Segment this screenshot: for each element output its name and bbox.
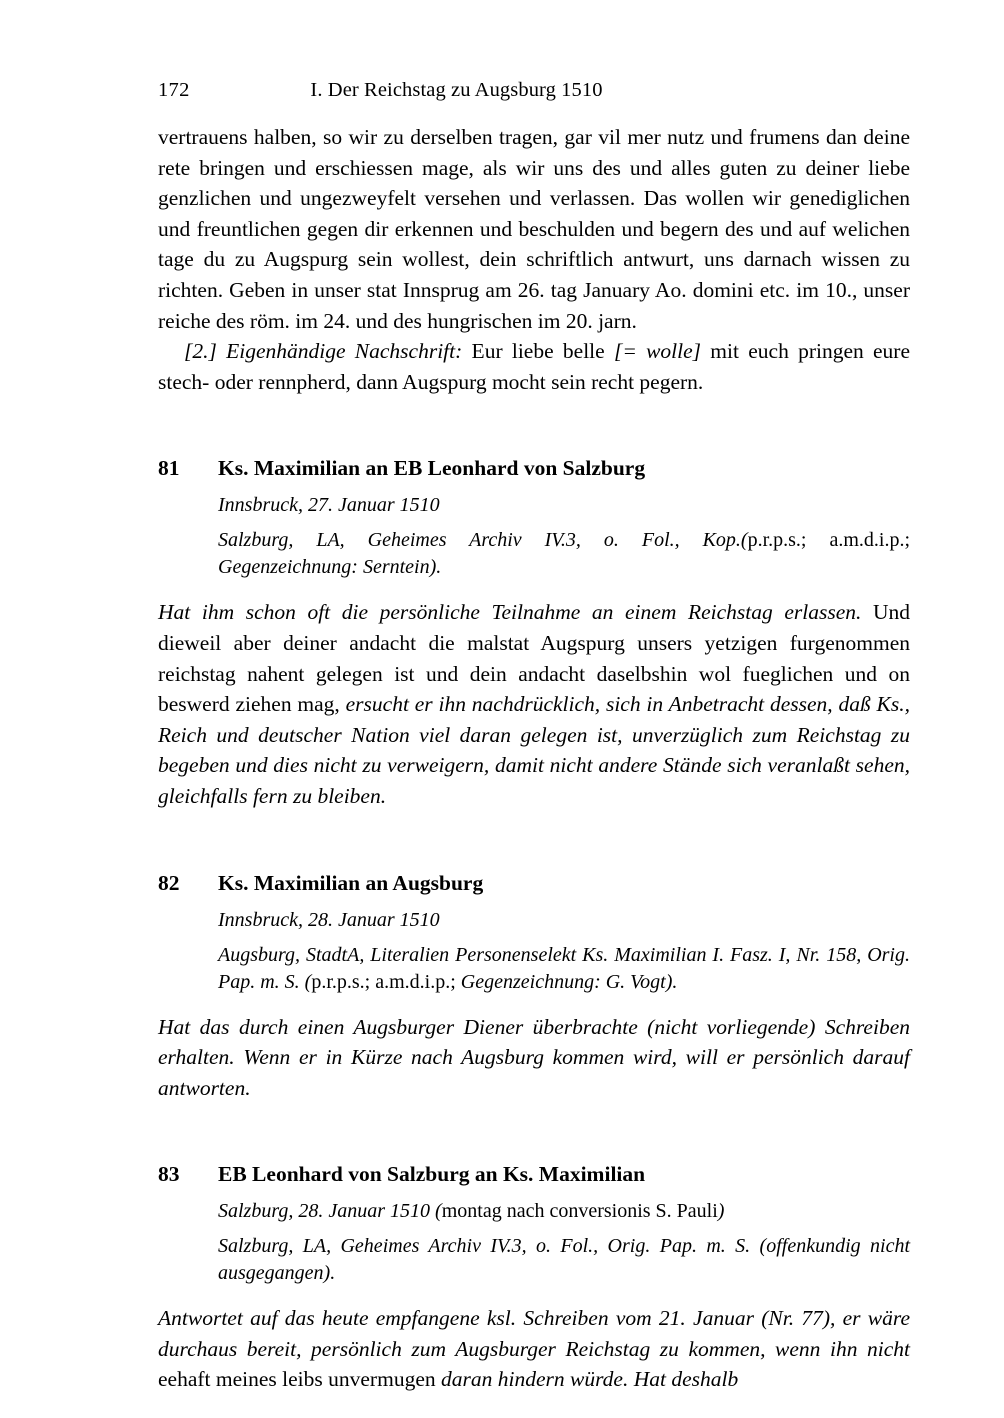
entry-date: Innsbruck, 27. Januar 1510	[218, 494, 440, 517]
postscript-paragraph	[158, 336, 910, 397]
postscript-gloss: [= wolle]	[613, 339, 702, 364]
entry-date: Innsbruck, 28. Januar 1510	[218, 908, 440, 931]
source-part-italic-1: Augsburg, StadtA, Literalien Personenselekt Ks. Maximilian I. Fasz. I, Nr. 158, Orig. Pap. m. S. (	[218, 943, 910, 993]
entry-source	[158, 527, 910, 581]
spacer	[158, 812, 910, 868]
body-part-italic-1: Antwortet auf das heute empfangene ksl. Schreiben vom 21. Januar (Nr. 77), er wäre durchaus bereit, persönlich zum Augsburger Reichstag zu kommen, wenn ihn nicht	[158, 1306, 910, 1361]
date-part-roman-1: montag nach conversionis S. Pauli	[441, 1200, 718, 1223]
entry-title: EB Leonhard von Salzburg an Ks. Maximilian	[218, 1162, 646, 1187]
spacer	[158, 1287, 910, 1303]
entry-heading	[158, 1159, 910, 1189]
spacer	[158, 519, 910, 527]
running-title: I. Der Reichstag zu Augsburg 1510	[310, 79, 603, 101]
body-part-italic-1: Hat das durch einen Augsburger Diener überbrachte (nicht vorliegende) Schreiben erhalten. Wenn er in Kürze nach Augsburg kommen wird, will er persönlich darauf antworten.	[158, 1014, 910, 1100]
regest-entry-81	[158, 453, 910, 811]
continued-paragraph: vertrauens halben, so wir zu derselben tragen, gar vil mer nutz und frumens dan deine rete bringen und erschiessen mage, als wir uns des und alles guten zu deiner liebe genzlichen und ungezweyfelt versehen und verlassen. Das wollen wir genediglichen und freuntlichen gegen dir erkennen und beschulden und begern des und auf welichen tage du zu Augspurg sein wollest, dein schriftlich antwurt, uns darnach wissen zu richten. Geben in unser stat Innsprug am 26. tag January Ao. domini etc. im 10., unser reiche des röm. im 24. und des hungrischen im 20. jarn.	[158, 125, 910, 333]
entry-source	[158, 942, 910, 996]
spacer	[158, 996, 910, 1012]
source-part-roman-1: p.r.p.s.; a.m.d.i.p.;	[747, 529, 910, 552]
entry-number: 82	[158, 870, 180, 895]
postscript-text-before: Eur liebe belle	[462, 339, 614, 364]
page-number: 172	[158, 79, 190, 101]
spacer	[158, 1225, 910, 1233]
entry-body	[158, 1012, 910, 1104]
spacer	[158, 581, 910, 597]
postscript-label: [2.] Eigenhändige Nachschrift:	[184, 339, 463, 364]
spacer	[158, 898, 910, 906]
entry-number: 83	[158, 1162, 180, 1187]
body-part-italic-2: daran hindern würde. Hat deshalb	[435, 1367, 739, 1392]
source-part-roman-1: p.r.p.s.; a.m.d.i.p.;	[311, 970, 456, 993]
source-part-italic-1: Salzburg, LA, Geheimes Archiv IV.3, o. Fol., Kop.(	[218, 529, 748, 552]
entry-heading	[158, 868, 910, 898]
spacer	[158, 397, 910, 453]
source-part-italic-2: Gegenzeichnung: Serntein).	[218, 556, 442, 579]
entry-title: Ks. Maximilian an Augsburg	[218, 870, 484, 895]
source-part-italic-1: Salzburg, LA, Geheimes Archiv IV.3, o. Fol., Orig. Pap. m. S. (offenkundig nicht ausgegangen).	[218, 1235, 910, 1285]
entry-body	[158, 597, 910, 811]
body-part-roman-1: Und dieweil aber deiner andacht die malstat Augspurg unsers yetzigen furgenommen reichstag nahent gelegen ist und dein andacht daselbshin wol fueglichen und on beswerd ziehen mag,	[158, 600, 910, 717]
running-head	[158, 76, 910, 104]
spacer	[158, 934, 910, 942]
entry-number: 81	[158, 456, 180, 481]
regest-entry-83	[158, 1159, 910, 1395]
source-part-italic-2: Gegenzeichnung: G. Vogt).	[455, 970, 678, 993]
entry-source	[158, 1233, 910, 1287]
spacer	[158, 1103, 910, 1159]
entry-date	[158, 1197, 910, 1225]
date-part-italic-1: Salzburg, 28. Januar 1510 (	[218, 1200, 442, 1223]
entry-heading	[158, 453, 910, 483]
text-column	[158, 122, 910, 1395]
body-part-roman-1: eehaft meines leibs unvermugen	[158, 1367, 436, 1392]
regest-entry-82	[158, 868, 910, 1104]
postscript-text-after: mit euch pringen eure stech- oder rennpherd, dann Augspurg mocht sein recht pegern.	[158, 339, 911, 394]
body-part-italic-1: Hat ihm schon oft die persönliche Teilnahme an einem Reichstag erlassen.	[158, 600, 862, 625]
entry-body	[158, 1303, 910, 1395]
entry-title: Ks. Maximilian an EB Leonhard von Salzburg	[218, 456, 646, 481]
body-part-italic-2: ersucht er ihn nachdrücklich, sich in Anbetracht dessen, daß Ks., Reich und deutscher Nation viel daran gelegen ist, unverzüglich zum Reichstag zu begeben und dies nicht zu verweigern, damit nicht andere Stände sich veranlaßt sehen, gleichfalls fern zu bleiben.	[158, 692, 911, 808]
spacer	[158, 1189, 910, 1197]
date-part-italic-2: )	[717, 1200, 725, 1223]
spacer	[158, 483, 910, 491]
